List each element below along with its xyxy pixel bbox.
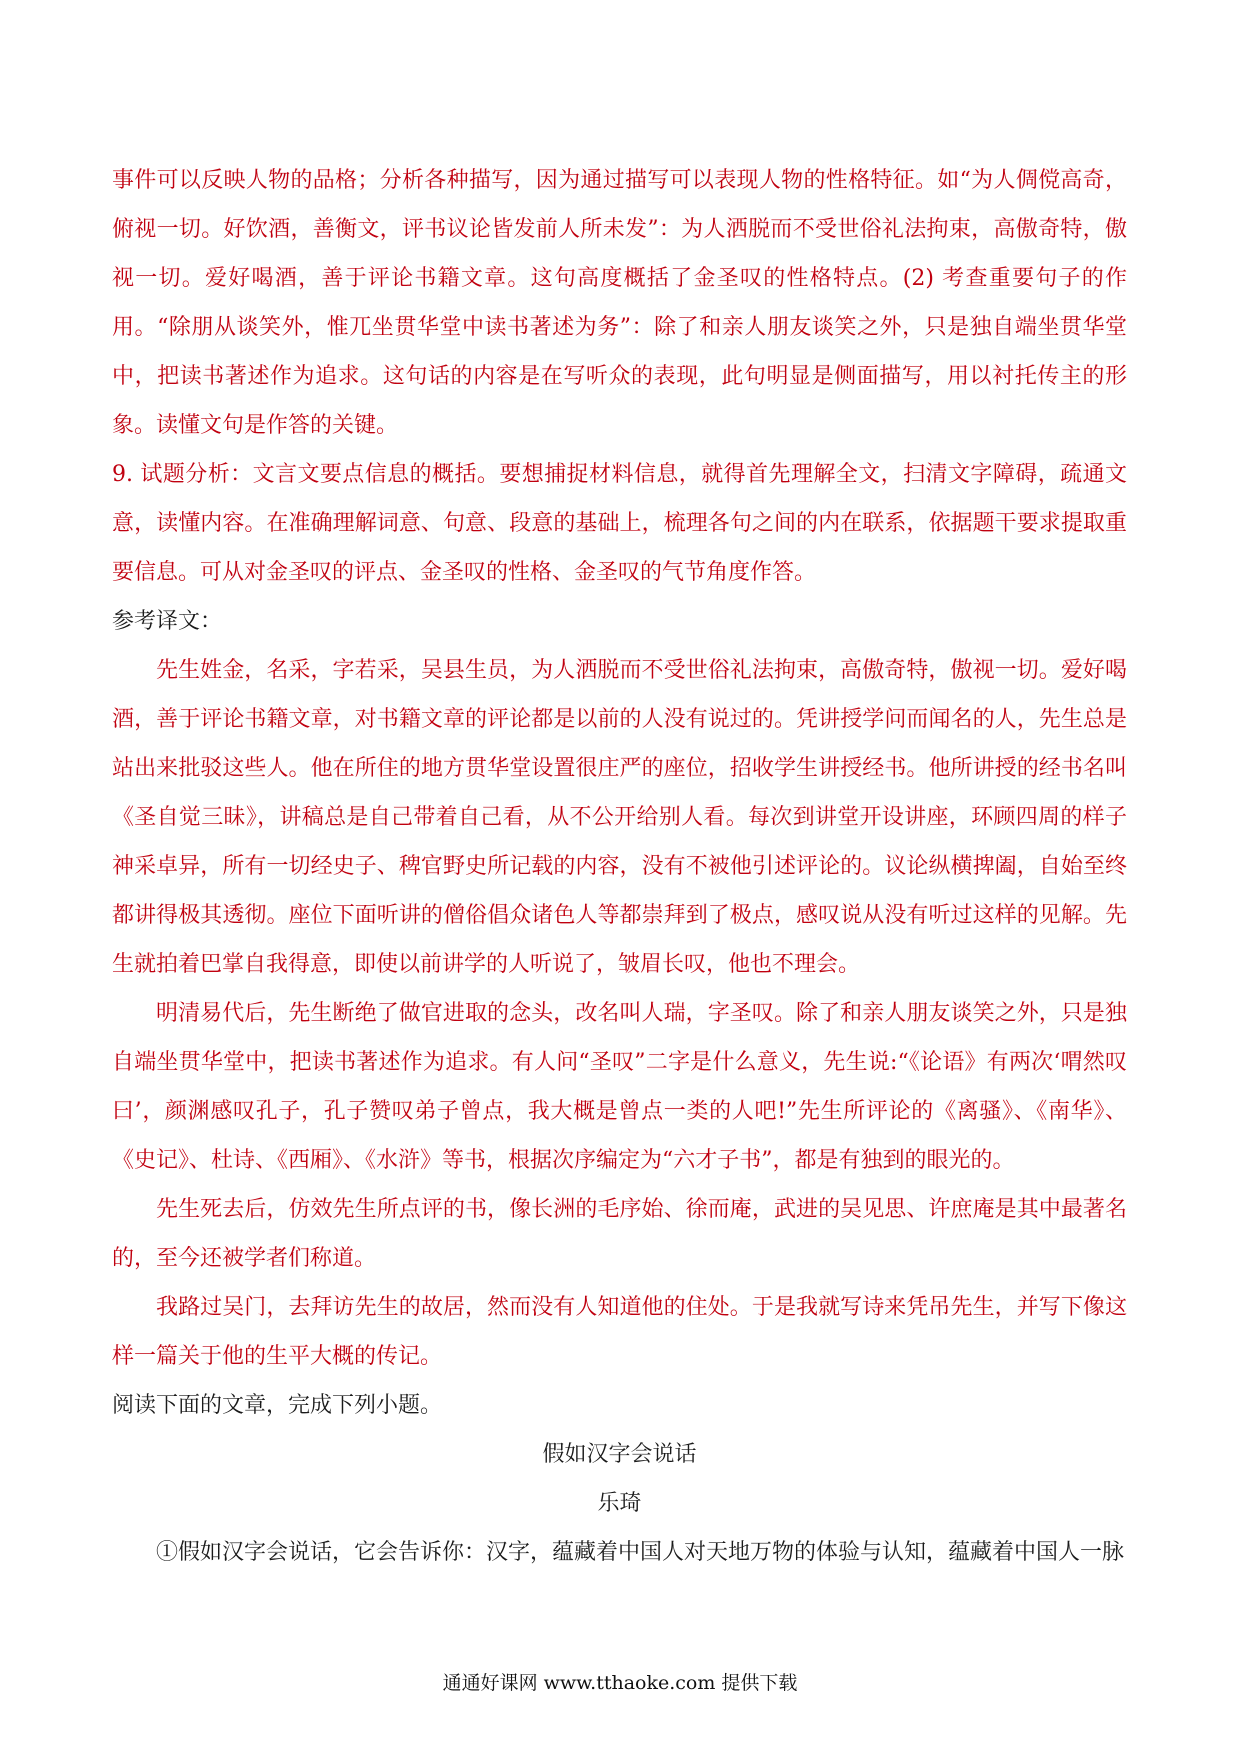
analysis-paragraph: 事件可以反映人物的品格；分析各种描写，因为通过描写可以表现人物的性格特征。如“为人倜傥高奇，俯视一切。好饮酒，善衡文，评书议论皆发前人所未发”：为人洒脱而不受世俗礼法拘束，高傲奇特，傲视一切。爱好喝酒，善于评论书籍文章。这句高度概括了金圣叹的性格特点。(2) 考查重要句子的作用。“除朋从谈笑外，惟兀坐贯华堂中读书著述为务”：除了和亲人朋友谈笑之外，只是独自端坐贯华堂中，把读书著述作为追求。这句话的内容是在写听众的表现，此句明显是侧面描写，用以衬托传主的形象。读懂文句是作答的关键。 [112,168,1127,438]
translation-paragraph-3: 先生死去后，仿效先生所点评的书，像长洲的毛序始、徐而庵，武进的吴见思、许庶庵是其中最著名的，至今还被学者们称道。 [112,1197,1127,1271]
article-title: 假如汉字会说话 [542,1442,697,1467]
document-body [112,156,1127,1577]
article-author: 乐琦 [597,1491,642,1516]
page-footer: 通通好课网 www.tthaoke.com 提供下载 [442,1672,798,1694]
reading-instruction: 阅读下面的文章，完成下列小题。 [112,1393,443,1418]
translation-paragraph-2: 明清易代后，先生断绝了做官进取的念头，改名叫人瑞，字圣叹。除了和亲人朋友谈笑之外，只是独自端坐贯华堂中，把读书著述作为追求。有人问“圣叹”二字是什么意义，先生说:“《论语》有两次‘喟然叹曰’，颜渊感叹孔子，孔子赞叹弟子曾点，我大概是曾点一类的人吧!”先生所评论的《离骚》、《南华》、《史记》、杜诗、《西厢》、《水浒》等书，根据次序编定为“六才子书”，都是有独到的眼光的。 [112,1001,1127,1173]
translation-paragraph-1: 先生姓金，名采，字若采，吴县生员，为人洒脱而不受世俗礼法拘束，高傲奇特，傲视一切。爱好喝酒，善于评论书籍文章，对书籍文章的评论都是以前的人没有说过的。凭讲授学问而闻名的人，先生总是站出来批驳这些人。他在所住的地方贯华堂设置很庄严的座位，招收学生讲授经书。他所讲授的经书名叫《圣自觉三昧》，讲稿总是自己带着自己看，从不公开给别人看。每次到讲堂开设讲座，环顾四周的样子神采卓异，所有一切经史子、稗官野史所记载的内容，没有不被他引述评论的。议论纵横捭阖，自始至终都讲得极其透彻。座位下面听讲的僧俗倡众诸色人等都崇拜到了极点，感叹说从没有听过这样的见解。先生就拍着巴掌自我得意，即使以前讲学的人听说了，皱眉长叹，他也不理会。 [112,658,1127,977]
reference-translation-heading: 参考译文： [112,609,223,634]
translation-paragraph-4: 我路过吴门，去拜访先生的故居，然而没有人知道他的住处。于是我就写诗来凭吊先生，并写下像这样一篇关于他的生平大概的传记。 [112,1295,1127,1369]
article-paragraph-1: ①假如汉字会说话，它会告诉你：汉字，蕴藏着中国人对天地万物的体验与认知，蕴藏着中国人一脉 [156,1540,1125,1565]
question-9-analysis: 9. 试题分析：文言文要点信息的概括。要想捕捉材料信息，就得首先理解全文，扫清文字障碍，疏通文意，读懂内容。在准确理解词意、句意、段意的基础上，梳理各句之间的内在联系，依据题干要求提取重要信息。可从对金圣叹的评点、金圣叹的性格、金圣叹的气节角度作答。 [112,462,1127,585]
